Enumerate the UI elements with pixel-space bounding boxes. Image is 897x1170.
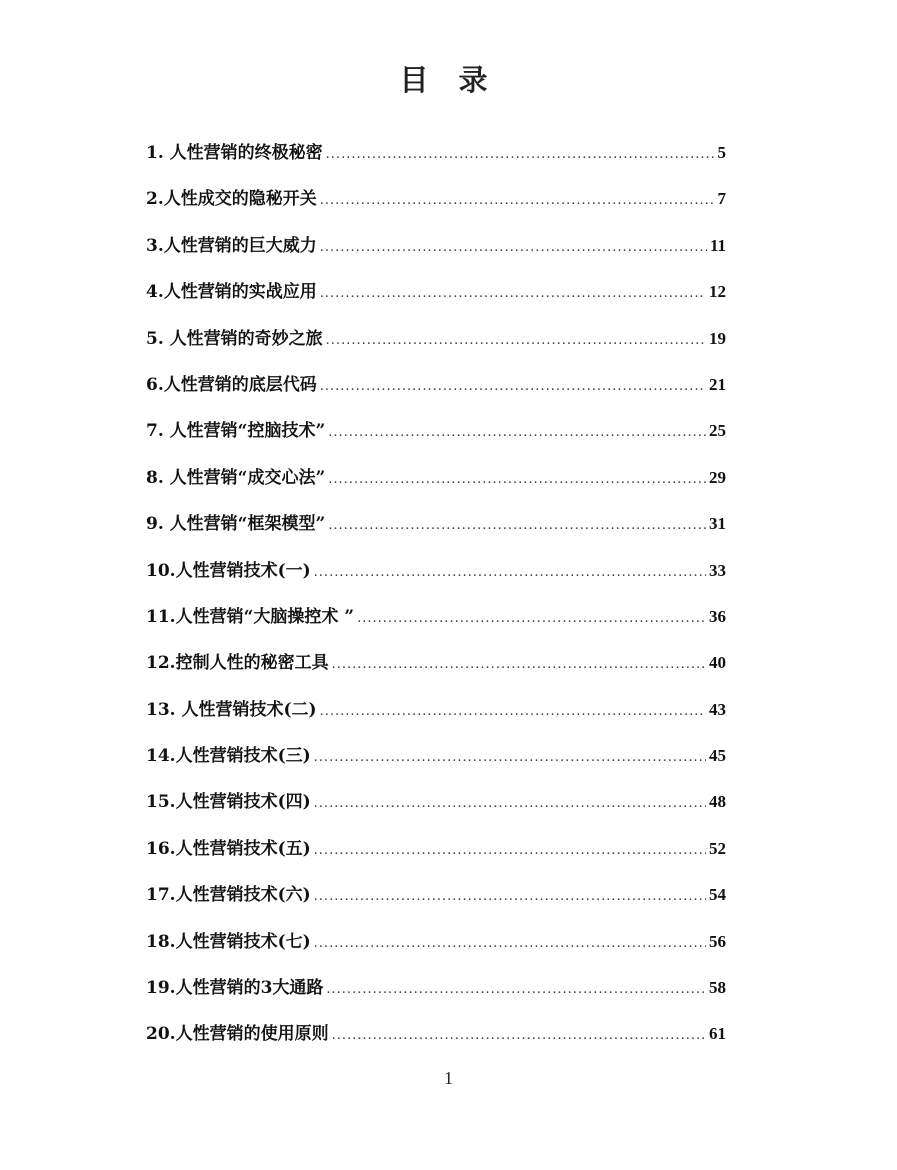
toc-entry-page: 61 bbox=[709, 1024, 726, 1044]
toc-entry[interactable] bbox=[146, 416, 726, 462]
toc-entry[interactable] bbox=[146, 463, 726, 509]
toc-entry[interactable] bbox=[146, 1019, 726, 1065]
dot-leader bbox=[326, 326, 706, 356]
toc-entry-label: 2.人性成交的隐秘开关 bbox=[146, 189, 317, 210]
toc-entry-page: 58 bbox=[709, 978, 726, 998]
toc-entry[interactable] bbox=[146, 695, 726, 741]
dot-leader bbox=[314, 836, 706, 866]
toc-entry-label: 11.人性营销“大脑操控术 ” bbox=[146, 606, 355, 627]
toc-entry[interactable] bbox=[146, 324, 726, 370]
toc-entry-page: 33 bbox=[709, 560, 726, 580]
toc-entry[interactable] bbox=[146, 602, 726, 648]
toc-entry[interactable] bbox=[146, 973, 726, 1019]
toc-entry-page: 21 bbox=[709, 374, 726, 394]
toc-entry[interactable] bbox=[146, 184, 726, 230]
toc-entry-label: 15.人性营销技术(四) bbox=[146, 792, 311, 813]
toc-entry-label: 8. 人性营销“成交心法” bbox=[146, 467, 326, 488]
dot-leader bbox=[328, 511, 706, 541]
toc-entry-page: 25 bbox=[709, 421, 726, 441]
toc-entry-page: 45 bbox=[709, 746, 726, 766]
toc-entry-label: 19.人性营销的3大通路 bbox=[146, 978, 324, 999]
dot-leader bbox=[320, 697, 706, 727]
dot-leader bbox=[314, 558, 706, 588]
dot-leader bbox=[328, 465, 706, 495]
toc-entry-label: 9. 人性营销“框架模型” bbox=[146, 514, 326, 535]
dot-leader bbox=[314, 929, 706, 959]
table-of-contents bbox=[146, 138, 726, 1066]
toc-entry[interactable] bbox=[146, 834, 726, 880]
page-number: 1 bbox=[444, 1068, 453, 1088]
toc-entry-page: 31 bbox=[709, 514, 726, 534]
dot-leader bbox=[320, 279, 706, 309]
toc-entry[interactable] bbox=[146, 556, 726, 602]
toc-entry-label: 18.人性营销技术(七) bbox=[146, 931, 311, 952]
toc-entry[interactable] bbox=[146, 509, 726, 555]
toc-entry[interactable] bbox=[146, 787, 726, 833]
toc-entry[interactable] bbox=[146, 741, 726, 787]
dot-leader bbox=[314, 882, 706, 912]
toc-entry-page: 40 bbox=[709, 653, 726, 673]
toc-entry[interactable] bbox=[146, 138, 726, 184]
toc-entry-page: 43 bbox=[709, 699, 726, 719]
dot-leader bbox=[320, 372, 706, 402]
toc-entry-page: 48 bbox=[709, 792, 726, 812]
toc-entry-label: 7. 人性营销“控脑技术” bbox=[146, 421, 326, 442]
toc-entry-page: 5 bbox=[717, 143, 726, 162]
toc-entry[interactable] bbox=[146, 277, 726, 323]
toc-entry[interactable] bbox=[146, 370, 726, 416]
toc-entry[interactable] bbox=[146, 231, 726, 277]
dot-leader bbox=[328, 418, 706, 448]
dot-leader bbox=[320, 186, 715, 216]
dot-leader bbox=[357, 604, 706, 634]
page-title: 目 录 bbox=[399, 63, 498, 97]
dot-leader bbox=[314, 743, 706, 773]
toc-entry-page: 52 bbox=[709, 838, 726, 858]
toc-entry-label: 1. 人性营销的终极秘密 bbox=[146, 143, 323, 163]
toc-entry-page: 7 bbox=[717, 189, 726, 209]
toc-entry[interactable] bbox=[146, 880, 726, 926]
dot-leader bbox=[326, 975, 706, 1005]
toc-entry-label: 12.控制人性的秘密工具 bbox=[146, 653, 329, 674]
dot-leader bbox=[320, 233, 707, 263]
toc-entry-label: 5. 人性营销的奇妙之旅 bbox=[146, 328, 323, 349]
toc-entry-label: 4.人性营销的实战应用 bbox=[146, 282, 317, 303]
dot-leader bbox=[332, 1021, 706, 1051]
toc-entry-page: 36 bbox=[709, 606, 726, 626]
toc-entry-label: 13. 人性营销技术(二) bbox=[146, 699, 317, 720]
toc-entry-label: 6.人性营销的底层代码 bbox=[146, 374, 317, 395]
toc-entry-label: 14.人性营销技术(三) bbox=[146, 746, 311, 767]
toc-entry-label: 20.人性营销的使用原则 bbox=[146, 1024, 329, 1045]
dot-leader bbox=[314, 789, 706, 819]
toc-entry-page: 12 bbox=[709, 282, 726, 302]
toc-entry-label: 10.人性营销技术(一) bbox=[146, 560, 311, 581]
toc-entry-page: 56 bbox=[709, 931, 726, 951]
toc-entry-page: 54 bbox=[709, 885, 726, 905]
toc-entry-label: 17.人性营销技术(六) bbox=[146, 885, 311, 906]
dot-leader bbox=[332, 650, 706, 680]
toc-entry-label: 16.人性营销技术(五) bbox=[146, 838, 311, 859]
toc-entry-page: 19 bbox=[709, 328, 726, 348]
toc-entry-page: 11 bbox=[709, 235, 726, 255]
dot-leader bbox=[326, 140, 715, 170]
toc-entry[interactable] bbox=[146, 927, 726, 973]
toc-entry[interactable] bbox=[146, 648, 726, 694]
toc-entry-page: 29 bbox=[709, 467, 726, 487]
toc-entry-label: 3.人性营销的巨大威力 bbox=[146, 235, 317, 256]
